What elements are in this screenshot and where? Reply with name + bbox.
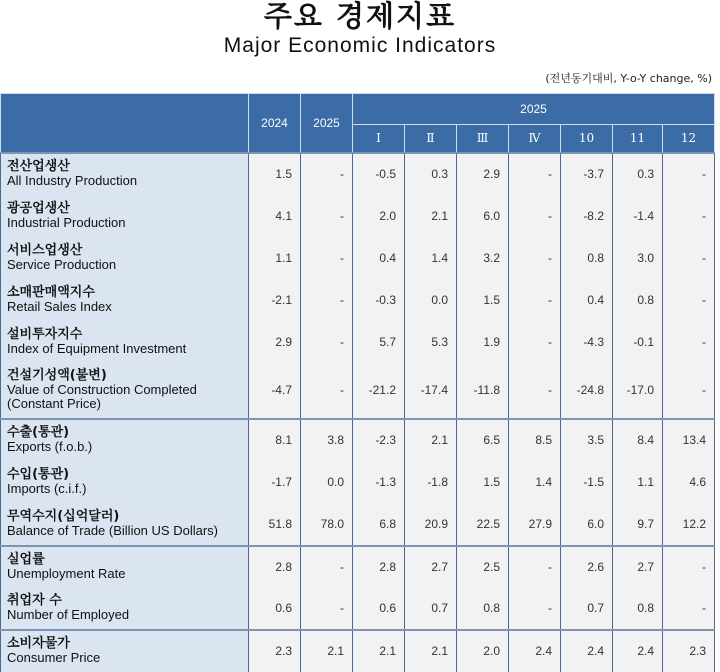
value-cell: 20.9	[405, 503, 457, 546]
value-cell: -	[663, 363, 715, 419]
label-korean: 수출(통관)	[7, 425, 70, 440]
label-english: Imports (c.i.f.)	[7, 480, 87, 496]
table-row	[1, 588, 715, 630]
row-label	[1, 363, 249, 419]
value-cell: -21.2	[353, 363, 405, 419]
value-cell: -1.7	[249, 461, 301, 503]
value-cell: 2.9	[457, 153, 509, 195]
row-label	[1, 461, 249, 503]
value-cell: 4.1	[249, 195, 301, 237]
label-english: Retail Sales Index	[7, 298, 112, 314]
value-cell: -	[663, 195, 715, 237]
value-cell: -	[301, 588, 353, 630]
row-label	[1, 153, 249, 195]
label-english-sub: (Constant Price)	[7, 396, 101, 411]
page-title-korean: 주요 경제지표	[263, 0, 457, 33]
value-cell: -2.1	[249, 279, 301, 321]
value-cell: -4.3	[561, 321, 613, 363]
row-label	[1, 588, 249, 630]
value-cell: -2.3	[353, 419, 405, 461]
row-label	[1, 630, 249, 672]
value-cell: 8.1	[249, 419, 301, 461]
value-cell: 4.6	[663, 461, 715, 503]
value-cell: -	[509, 588, 561, 630]
value-cell: 5.3	[405, 321, 457, 363]
label-english: Balance of Trade (Billion US Dollars)	[7, 522, 218, 538]
value-cell: 2.1	[353, 630, 405, 672]
value-cell: 2.1	[405, 630, 457, 672]
header-2025: 2025	[301, 94, 353, 153]
value-cell: 2.3	[663, 630, 715, 672]
value-cell: 2.1	[301, 630, 353, 672]
label-english: Number of Employed	[7, 607, 130, 622]
value-cell: -	[301, 195, 353, 237]
value-cell: 0.7	[405, 588, 457, 630]
value-cell: 12.2	[663, 503, 715, 546]
header-2025-group: 2025	[353, 94, 715, 125]
value-cell: 2.7	[405, 546, 457, 588]
row-label	[1, 546, 249, 588]
table-row	[1, 363, 715, 419]
value-cell: 2.9	[249, 321, 301, 363]
value-cell: -	[663, 588, 715, 630]
value-cell: 2.4	[561, 630, 613, 672]
value-cell: 2.6	[561, 546, 613, 588]
table-row	[1, 279, 715, 321]
value-cell: 2.7	[613, 546, 663, 588]
value-cell: 1.5	[457, 461, 509, 503]
value-cell: 0.6	[249, 588, 301, 630]
value-cell: 3.8	[301, 419, 353, 461]
value-cell: 6.0	[561, 503, 613, 546]
value-cell: 0.4	[561, 279, 613, 321]
value-cell: -0.3	[353, 279, 405, 321]
value-cell: 0.3	[405, 153, 457, 195]
table-row	[1, 461, 715, 503]
value-cell: -1.4	[613, 195, 663, 237]
row-label	[1, 237, 249, 279]
value-cell: -	[509, 363, 561, 419]
value-cell: -3.7	[561, 153, 613, 195]
value-cell: -	[509, 546, 561, 588]
value-cell: -8.2	[561, 195, 613, 237]
value-cell: 2.3	[249, 630, 301, 672]
value-cell: -	[663, 546, 715, 588]
value-cell: 8.5	[509, 419, 561, 461]
value-cell: 3.5	[561, 419, 613, 461]
value-cell: -0.5	[353, 153, 405, 195]
value-cell: -	[663, 237, 715, 279]
table-row	[1, 153, 715, 195]
value-cell: -1.3	[353, 461, 405, 503]
value-cell: 8.4	[613, 419, 663, 461]
value-cell: 2.4	[509, 630, 561, 672]
value-cell: 1.9	[457, 321, 509, 363]
value-cell: 2.5	[457, 546, 509, 588]
unit-note: (전년동기대비, Y-o-Y change, %)	[545, 72, 712, 85]
page-title-english: Major Economic Indicators	[223, 34, 497, 57]
value-cell: -1.5	[561, 461, 613, 503]
value-cell: -24.8	[561, 363, 613, 419]
value-cell: 2.1	[405, 195, 457, 237]
value-cell: -	[301, 363, 353, 419]
value-cell: 78.0	[301, 503, 353, 546]
value-cell: -	[301, 546, 353, 588]
value-cell: 2.4	[613, 630, 663, 672]
label-korean: 건설기성액(불변)	[7, 368, 107, 383]
value-cell: 3.2	[457, 237, 509, 279]
label-korean: 서비스업생산	[7, 242, 83, 258]
value-cell: 5.7	[353, 321, 405, 363]
row-label	[1, 195, 249, 237]
value-cell: 9.7	[613, 503, 663, 546]
value-cell: 1.1	[613, 461, 663, 503]
value-cell: 1.5	[457, 279, 509, 321]
value-cell: -	[509, 195, 561, 237]
value-cell: -	[509, 153, 561, 195]
value-cell: -0.1	[613, 321, 663, 363]
value-cell: 2.8	[353, 546, 405, 588]
label-english: Exports (f.o.b.)	[7, 439, 93, 454]
label-english: All Industry Production	[7, 173, 138, 188]
value-cell: 1.5	[249, 153, 301, 195]
value-cell: -	[663, 321, 715, 363]
value-cell: 22.5	[457, 503, 509, 546]
label-korean: 설비투자지수	[7, 326, 83, 342]
value-cell: 6.8	[353, 503, 405, 546]
value-cell: 0.0	[405, 279, 457, 321]
value-cell: 6.5	[457, 419, 509, 461]
header-period: Ⅰ	[353, 125, 405, 153]
header-period: Ⅲ	[457, 125, 509, 153]
header-period: 12	[663, 125, 715, 153]
value-cell: 27.9	[509, 503, 561, 546]
value-cell: -	[509, 237, 561, 279]
header-period: 11	[613, 125, 663, 153]
header-period: Ⅱ	[405, 125, 457, 153]
table-row	[1, 546, 715, 588]
value-cell: 1.4	[405, 237, 457, 279]
value-cell: -4.7	[249, 363, 301, 419]
value-cell: -11.8	[457, 363, 509, 419]
value-cell: -	[301, 321, 353, 363]
label-korean: 광공업생산	[7, 200, 70, 216]
label-korean: 소매판매액지수	[7, 284, 95, 300]
value-cell: 0.8	[613, 279, 663, 321]
value-cell: 2.0	[457, 630, 509, 672]
label-english: Unemployment Rate	[7, 566, 126, 581]
value-cell: -	[509, 321, 561, 363]
label-english: Industrial Production	[7, 214, 126, 230]
value-cell: -17.4	[405, 363, 457, 419]
label-english: Consumer Price	[7, 650, 101, 665]
row-label	[1, 321, 249, 363]
header-2024: 2024	[249, 94, 301, 153]
label-korean: 소비자물가	[7, 636, 70, 651]
table-row	[1, 503, 715, 546]
label-korean: 실업률	[7, 552, 45, 567]
row-label	[1, 419, 249, 461]
value-cell: 0.8	[561, 237, 613, 279]
value-cell: 1.4	[509, 461, 561, 503]
header-period: Ⅳ	[509, 125, 561, 153]
value-cell: 0.8	[613, 588, 663, 630]
value-cell: 0.8	[457, 588, 509, 630]
value-cell: 0.6	[353, 588, 405, 630]
table-row	[1, 321, 715, 363]
value-cell: 13.4	[663, 419, 715, 461]
value-cell: -1.8	[405, 461, 457, 503]
value-cell: 3.0	[613, 237, 663, 279]
table-row	[1, 195, 715, 237]
value-cell: -	[301, 153, 353, 195]
header-period: 10	[561, 125, 613, 153]
label-english: Value of Construction Completed	[7, 382, 197, 397]
table-row	[1, 419, 715, 461]
label-korean: 취업자 수	[7, 593, 62, 608]
row-label	[1, 279, 249, 321]
value-cell: 51.8	[249, 503, 301, 546]
header-label-cell	[1, 94, 249, 153]
label-korean: 무역수지(십억달러)	[7, 508, 120, 524]
value-cell: 2.0	[353, 195, 405, 237]
value-cell: 6.0	[457, 195, 509, 237]
indicators-table	[0, 93, 715, 672]
row-label	[1, 503, 249, 546]
value-cell: 2.8	[249, 546, 301, 588]
value-cell: -	[301, 279, 353, 321]
label-korean: 수입(통관)	[7, 466, 70, 482]
value-cell: 0.0	[301, 461, 353, 503]
value-cell: 2.1	[405, 419, 457, 461]
label-english: Service Production	[7, 256, 117, 272]
value-cell: 0.4	[353, 237, 405, 279]
value-cell: -	[301, 237, 353, 279]
value-cell: -	[663, 153, 715, 195]
table-row	[1, 630, 715, 672]
value-cell: 0.3	[613, 153, 663, 195]
label-english: Index of Equipment Investment	[7, 340, 187, 356]
value-cell: -	[509, 279, 561, 321]
value-cell: -17.0	[613, 363, 663, 419]
value-cell: -	[663, 279, 715, 321]
value-cell: 1.1	[249, 237, 301, 279]
label-korean: 전산업생산	[7, 159, 70, 174]
value-cell: 0.7	[561, 588, 613, 630]
table-row	[1, 237, 715, 279]
